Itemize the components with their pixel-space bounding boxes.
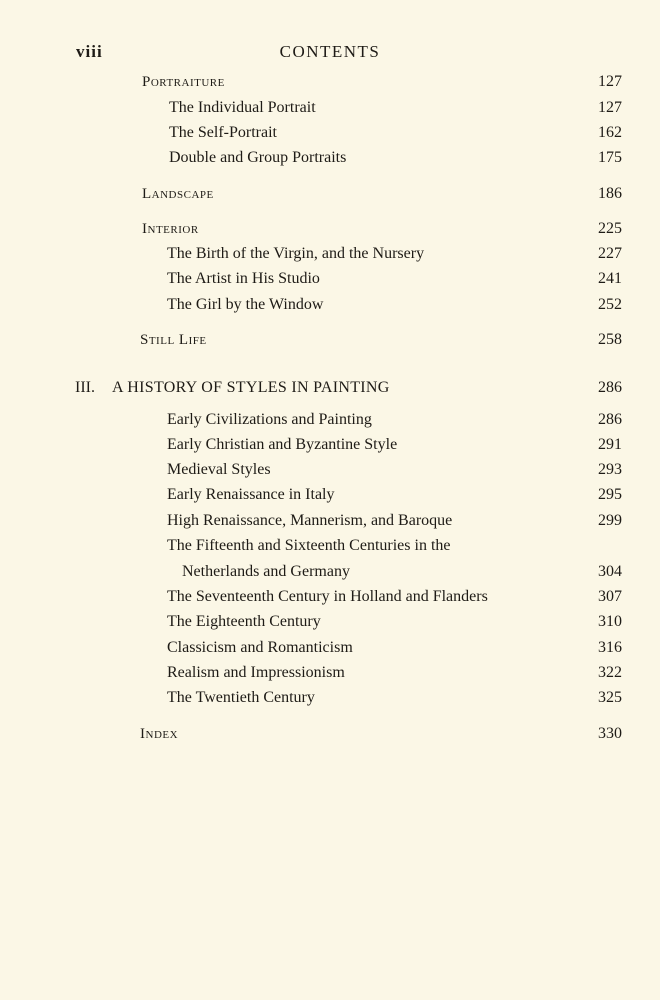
toc-entry-label: The Twentieth Century	[167, 689, 315, 706]
toc-section-label: Still Life	[140, 332, 207, 348]
toc-entry-label: Medieval Styles	[167, 461, 271, 478]
toc-entry-label: High Renaissance, Mannerism, and Baroque	[167, 512, 453, 529]
toc-entry	[0, 293, 660, 317]
toc-section-label: Landscape	[142, 186, 214, 202]
toc-entry-label: Early Renaissance in Italy	[167, 486, 335, 503]
toc-section-portraiture	[0, 70, 660, 94]
toc-page-number: 310	[598, 613, 622, 630]
toc-part-heading	[0, 376, 660, 400]
toc-page-number: 316	[598, 639, 622, 656]
toc-section-label: Portraiture	[142, 74, 225, 90]
page-number: viii	[76, 42, 103, 61]
toc-entry	[0, 121, 660, 145]
toc-page-number: 258	[598, 331, 622, 348]
toc-section-label: Interior	[142, 221, 199, 237]
toc-page-number: 162	[598, 124, 622, 141]
toc-entry	[0, 242, 660, 266]
toc-entry-label: Netherlands and Germany	[182, 563, 350, 580]
toc-page-number: 295	[598, 486, 622, 503]
toc-page-number: 286	[598, 379, 622, 396]
toc-page-number: 304	[598, 563, 622, 580]
toc-entry-label: Double and Group Portraits	[169, 149, 347, 166]
toc-entry	[0, 610, 660, 634]
toc-entry-label: Early Civilizations and Painting	[167, 411, 372, 428]
toc-entry-label: The Artist in His Studio	[167, 270, 320, 287]
toc-page-number: 186	[598, 185, 622, 202]
toc-entry	[0, 146, 660, 170]
toc-entry-label: The Eighteenth Century	[167, 613, 321, 630]
toc-entry-label: Realism and Impressionism	[167, 664, 345, 681]
toc-page-number: 127	[598, 73, 622, 90]
toc-entry-label: The Self-Portrait	[169, 124, 277, 141]
toc-entry-label: The Fifteenth and Sixteenth Centuries in the	[167, 537, 451, 554]
toc-entry	[0, 267, 660, 291]
toc-page-number: 252	[598, 296, 622, 313]
toc-section-label: Index	[140, 726, 179, 742]
toc-entry	[0, 585, 660, 609]
toc-part-title: A HISTORY OF STYLES IN PAINTING	[112, 379, 390, 396]
toc-page-number: 227	[598, 245, 622, 262]
toc-entry	[0, 458, 660, 482]
toc-part-number: III.	[75, 379, 95, 396]
toc-entry-label: The Seventeenth Century in Holland and Flanders	[167, 588, 488, 605]
toc-entry-label: The Individual Portrait	[169, 99, 316, 116]
toc-page-number: 299	[598, 512, 622, 529]
toc-entry	[0, 433, 660, 457]
toc-page-number: 225	[598, 220, 622, 237]
toc-entry	[0, 509, 660, 533]
toc-page-number: 286	[598, 411, 622, 428]
toc-section-landscape	[0, 182, 660, 206]
toc-page-number: 325	[598, 689, 622, 706]
page-title: CONTENTS	[279, 42, 381, 61]
toc-section-still-life	[0, 328, 660, 352]
toc-page-number: 127	[598, 99, 622, 116]
toc-entry-label: Classicism and Romanticism	[167, 639, 353, 656]
toc-entry-label: The Girl by the Window	[167, 296, 324, 313]
toc-entry	[0, 661, 660, 685]
toc-page-number: 322	[598, 664, 622, 681]
toc-entry-label: The Birth of the Virgin, and the Nursery	[167, 245, 425, 262]
toc-entry	[0, 636, 660, 660]
toc-page-number: 307	[598, 588, 622, 605]
toc-entry	[0, 686, 660, 710]
toc-section-index	[0, 722, 660, 746]
toc-page-number: 241	[598, 270, 622, 287]
toc-page-number: 291	[598, 436, 622, 453]
toc-entry-label: Early Christian and Byzantine Style	[167, 436, 398, 453]
page-header	[0, 42, 660, 66]
toc-entry	[0, 483, 660, 507]
toc-page-number: 293	[598, 461, 622, 478]
toc-entry	[0, 534, 660, 558]
toc-page-number: 330	[598, 725, 622, 742]
toc-page-number: 175	[598, 149, 622, 166]
toc-entry	[0, 408, 660, 432]
toc-entry	[0, 96, 660, 120]
toc-entry-continued	[0, 560, 660, 584]
toc-section-interior	[0, 217, 660, 241]
